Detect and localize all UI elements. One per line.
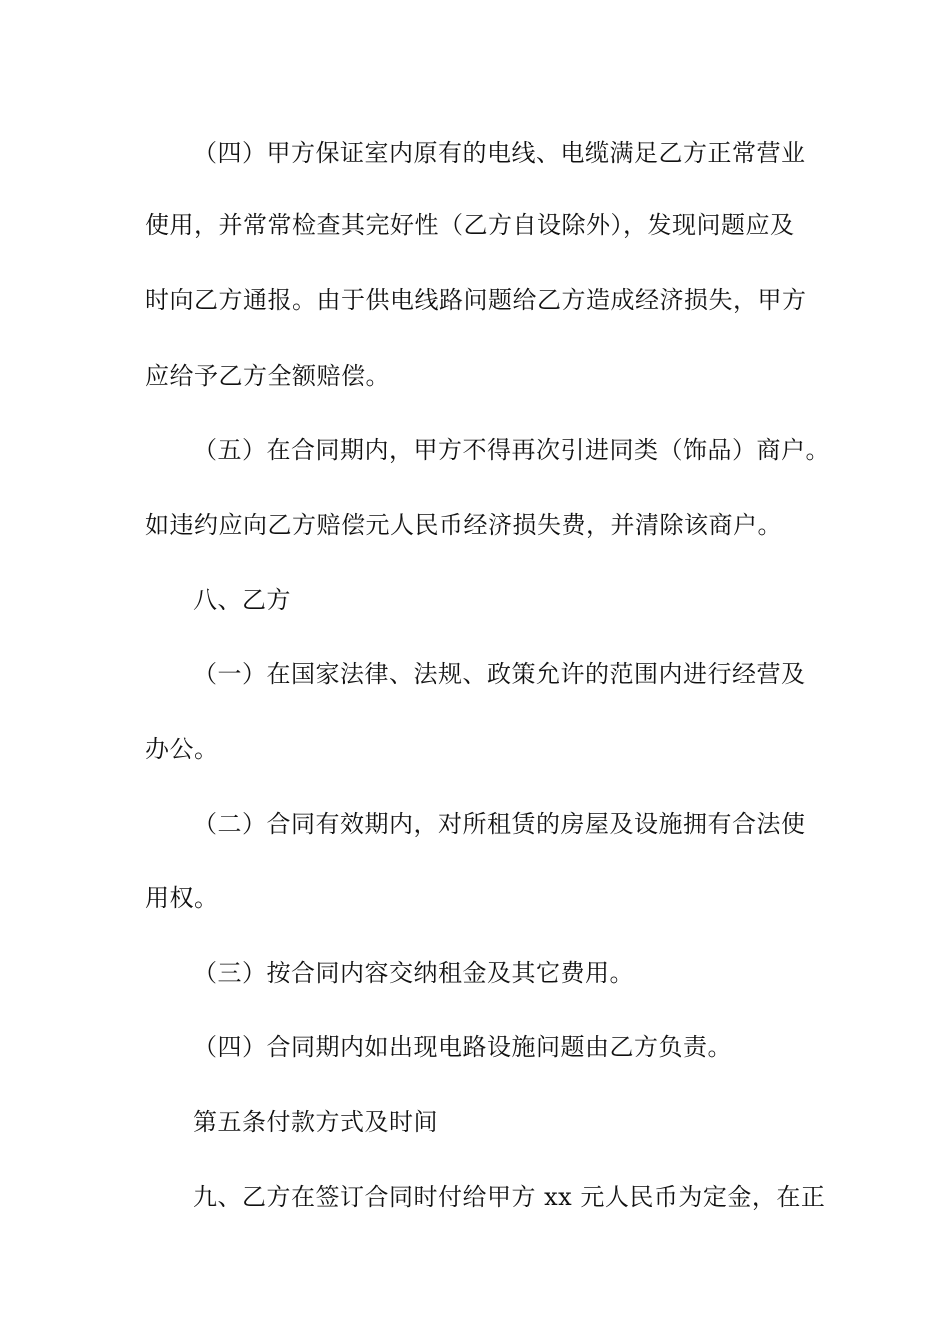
paragraph-line: （四）合同期内如出现电路设施问题由乙方负责。 <box>193 1033 732 1061</box>
section-heading: 八、乙方 <box>193 586 291 614</box>
paragraph-line: 用权。 <box>145 884 219 912</box>
paragraph-line: 九、乙方在签订合同时付给甲方 xx 元人民币为定金，在正 <box>193 1183 826 1211</box>
paragraph-line: 如违约应向乙方赔偿元人民币经济损失费，并清除该商户。 <box>145 511 782 539</box>
paragraph-line: 应给予乙方全额赔偿。 <box>145 362 390 390</box>
paragraph-line: （三）按合同内容交纳租金及其它费用。 <box>193 959 634 987</box>
paragraph-line: 办公。 <box>145 735 219 763</box>
paragraph-line: 时向乙方通报。由于供电线路问题给乙方造成经济损失，甲方 <box>145 286 807 314</box>
paragraph-line: （二）合同有效期内，对所租赁的房屋及设施拥有合法使 <box>193 810 806 838</box>
paragraph-line: 使用，并常常检查其完好性（乙方自设除外），发现问题应及 <box>145 211 795 239</box>
article-heading: 第五条付款方式及时间 <box>193 1108 438 1136</box>
paragraph-line: （一）在国家法律、法规、政策允许的范围内进行经营及 <box>193 660 806 688</box>
paragraph-line: （五）在合同期内，甲方不得再次引进同类（饰品）商户。 <box>193 436 830 464</box>
paragraph-line: （四）甲方保证室内原有的电线、电缆满足乙方正常营业 <box>193 139 806 167</box>
